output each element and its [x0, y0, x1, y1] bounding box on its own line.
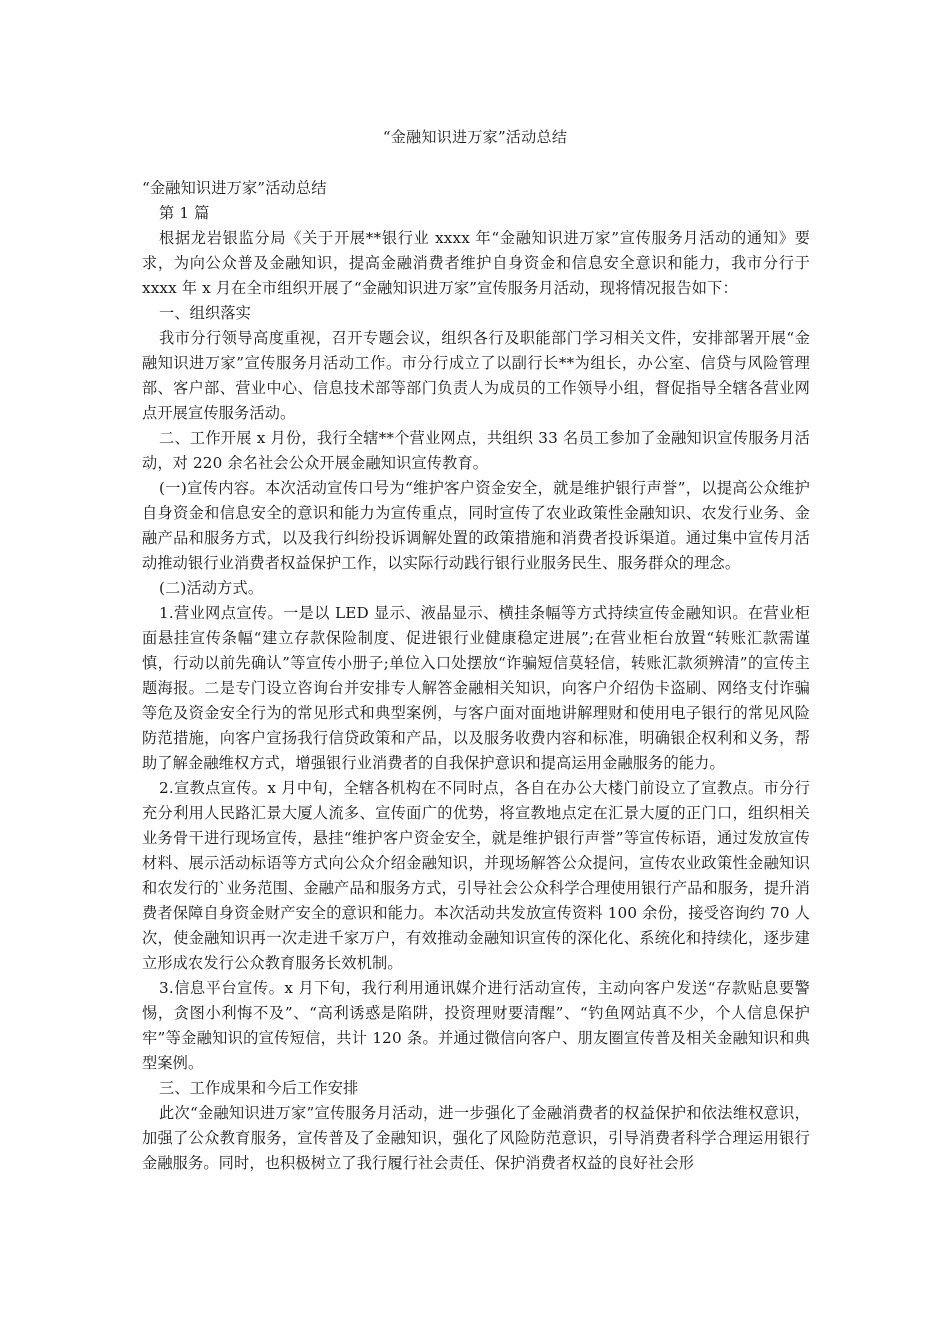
- subtitle-paragraph: “金融知识进万家”活动总结: [142, 179, 327, 197]
- body-paragraph: (一)宣传内容。本次活动宣传口号为“维护客户资金安全，就是维护银行声誉”，以提高公众维护自身资金和信息安全的意识和能力为宣传重点，同时宣传了农业政策性金融知识、农发行业务、金融产品和服务方式，以及我行纠纷投诉调解处置的政策措施和消费者投诉渠道。通过集中宣传月活动推动银行业消费者权益保护工作，以实际行动践行银行业服务民生、服务群众的理念。: [142, 479, 810, 572]
- body-paragraph: 2.宣教点宣传。x 月中旬，全辖各机构在不同时点，各自在办公大楼门前设立了宣教点。市分行充分利用人民路汇景大厦人流多、宣传面广的优势，将宣教地点定在汇景大厦的正门口，组织相关业务骨干进行现场宣传，悬挂“维护客户资金安全，就是维护银行声誉”等宣传标语，通过发放宣传材料、展示活动标语等方式向公众介绍金融知识，并现场解答公众提问，宣传农业政策性金融知识和农发行的`业务范围、金融产品和服务方式，引导社会公众科学合理使用银行产品和服务，提升消费者保障自身资金财产安全的意识和能力。本次活动共发放宣传资料 100 余份，接受咨询约 70 人次，使金融知识再一次走进千家万户，有效推动金融知识宣传的深化化、系统化和持续化，逐步建立形成农发行公众教育服务长效机制。: [142, 779, 810, 972]
- body-paragraph: 此次“金融知识进万家”宣传服务月活动，进一步强化了金融消费者的权益保护和依法维权意识，加强了公众教育服务，宣传普及了金融知识，强化了风险防范意识，引导消费者科学合理运用银行金融服务。同时，也积极树立了我行履行社会责任、保护消费者权益的良好社会形: [142, 1104, 810, 1172]
- body-paragraph: 二、工作开展 x 月份，我行全辖**个营业网点，共组织 33 名员工参加了金融知识宣传服务月活动，对 220 余名社会公众开展金融知识宣传教育。: [142, 429, 810, 472]
- subsection-heading: (二)活动方式。: [159, 579, 264, 597]
- body-paragraph: 3.信息平台宣传。x 月下旬，我行利用通讯媒介进行活动宣传，主动向客户发送“存款贴息要警惕，贪图小利悔不及”、“高利诱惑是陷阱，投资理财要清醒”、“钓鱼网站真不少，个人信息保护牢”等金融知识的宣传短信，共计 120 条。并通过微信向客户、朋友圈宣传普及相关金融知识和典型案例。: [142, 979, 810, 1072]
- intro-paragraph: 根据龙岩银监分局《关于开展**银行业 xxxx 年“金融知识进万家”宣传服务月活动的通知》要求，为向公众普及金融知识，提高金融消费者维护自身资金和信息安全意识和能力，我市分行于 xxxx 年 x 月在全市组织开展了“金融知识进万家”宣传服务月活动，现将情况报告如下：: [142, 229, 810, 297]
- chapter-label: 第 1 篇: [159, 204, 210, 222]
- document-body: [142, 176, 810, 1176]
- section-heading: 三、工作成果和今后工作安排: [159, 1079, 359, 1097]
- body-paragraph: 1.营业网点宣传。一是以 LED 显示、液晶显示、横挂条幅等方式持续宣传金融知识。在营业柜面悬挂宣传条幅“建立存款保险制度、促进银行业健康稳定进展”;在营业柜台放置“转账汇款需谨慎，行动以前先确认”等宣传小册子;单位入口处摆放“诈骗短信莫轻信，转账汇款须辨清”的宣传主题海报。二是专门设立咨询台并安排专人解答金融相关知识，向客户介绍伪卡盗刷、网络支付诈骗等危及资金安全行为的常见形式和典型案例，与客户面对面地讲解理财和使用电子银行的常见风险防范措施，向客户宣扬我行信贷政策和产品，以及服务收费内容和标准，明确银企权利和义务，帮助了解金融维权方式，增强银行业消费者的自我保护意识和提高运用金融服务的能力。: [142, 604, 810, 772]
- section-heading: 一、组织落实: [159, 304, 252, 322]
- document-title: “金融知识进万家”活动总结: [382, 128, 568, 146]
- body-paragraph: 我市分行领导高度重视，召开专题会议，组织各行及职能部门学习相关文件，安排部署开展“金融知识进万家”宣传服务月活动工作。市分行成立了以副行长**为组长，办公室、信贷与风险管理部、客户部、营业中心、信息技术部等部门负责人为成员的工作领导小组，督促指导全辖各营业网点开展宣传服务活动。: [142, 329, 810, 422]
